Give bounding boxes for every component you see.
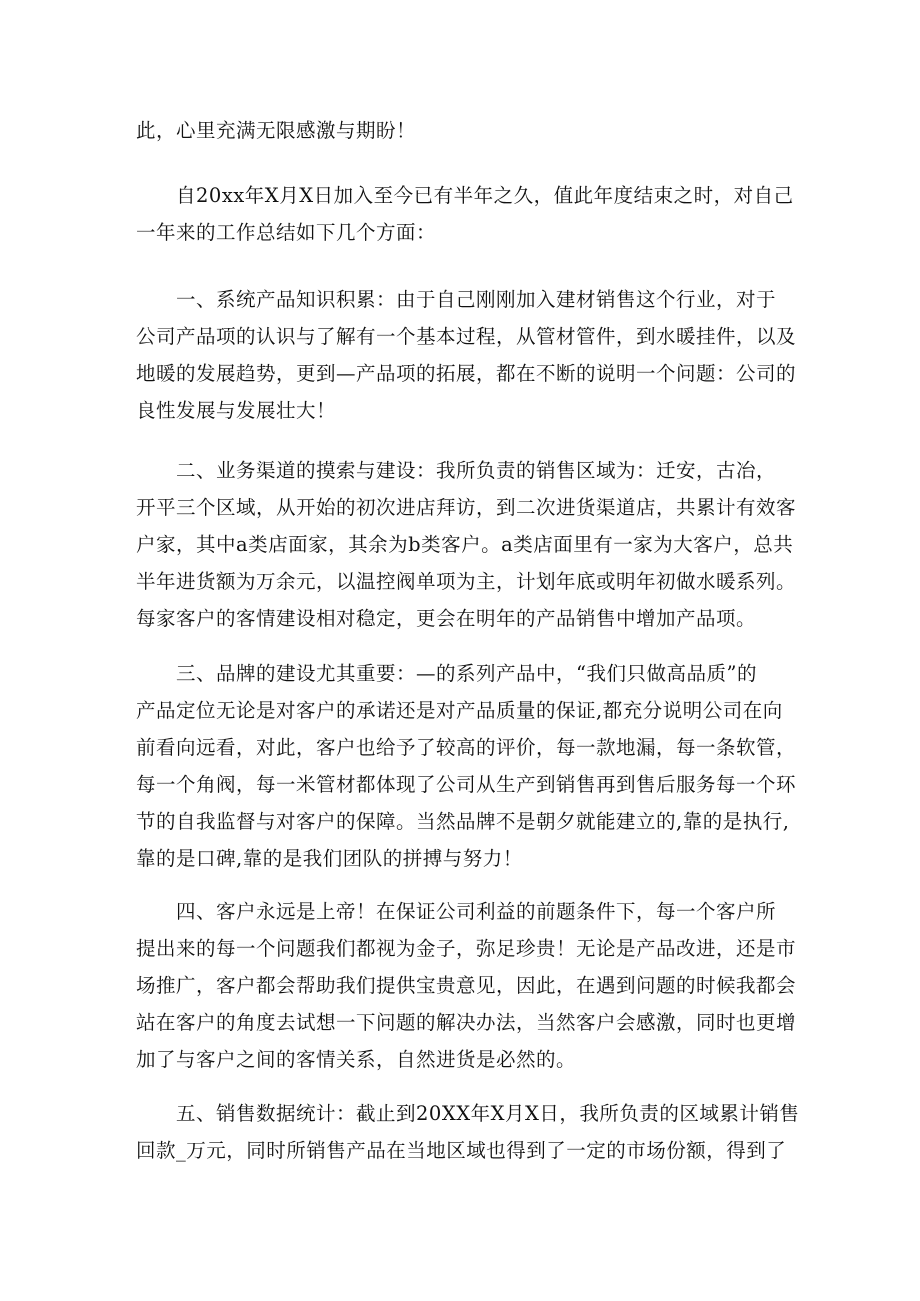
- text-line: 公司产品项的认识与了解有一个基本过程，从管材管件，到水暖挂件，以及: [136, 325, 797, 348]
- paragraph-continuation: [136, 112, 788, 149]
- text-line: 前看向远看，对此，客户也给予了较高的评价，每一款地漏，每一条软管，: [136, 736, 797, 759]
- paragraph-section-3: [136, 655, 797, 877]
- text-line: 回款_万元，同时所销售产品在当地区域也得到了一定的市场份额，得到了: [136, 1139, 787, 1162]
- text-line: 五、销售数据统计：截止到20XX年X月X日，我所负责的区域累计销售: [176, 1102, 800, 1125]
- text-line: 一年来的工作总结如下几个方面：: [136, 221, 437, 244]
- text-line: 站在客户的角度去试想一下问题的解决办法，当然客户会感激，同时也更增: [136, 1011, 797, 1034]
- paragraph-section-5: [136, 1095, 800, 1169]
- paragraph-intro: [136, 177, 794, 251]
- text-line: 每家客户的客情建设相对稳定，更会在明年的产品销售中增加产品项。: [136, 607, 757, 630]
- text-line: 半年进货额为万余元，以温控阀单项为主，计划年底或明年初做水暖系列。: [136, 570, 797, 593]
- text-line: 四、客户永远是上帝！在保证公司利益的前题条件下，每一个客户所: [176, 900, 777, 923]
- paragraph-section-1: [136, 281, 797, 429]
- text-line: 一、系统产品知识积累：由于自己刚刚加入建材销售这个行业，对于: [176, 288, 777, 311]
- text-line: 此，心里充满无限感激与期盼！: [136, 119, 417, 142]
- text-line: 靠的是口碑,靠的是我们团队的拼搏与努力！: [136, 847, 523, 870]
- text-line: 开平三个区域，从开始的初次进店拜访，到二次进货渠道店，共累计有效客: [136, 496, 797, 519]
- paragraph-section-4: [136, 893, 797, 1078]
- paragraph-section-2: [136, 452, 797, 637]
- text-line: 提出来的每一个问题我们都视为金子，弥足珍贵！无论是产品改进，还是市: [136, 937, 797, 960]
- text-line: 户家，其中a类店面家，其余为b类客户。a类店面里有一家为大客户，总共: [136, 533, 794, 556]
- text-line: 二、业务渠道的摸索与建设：我所负责的销售区域为：迁安，古冶，: [176, 459, 777, 482]
- text-line: 地暖的发展趋势，更到—产品项的拓展，都在不断的说明一个问题：公司的: [136, 362, 797, 385]
- text-line: 三、品牌的建设尤其重要：—的系列产品中，“我们只做高品质”的: [176, 662, 757, 685]
- text-line: 加了与客户之间的客情关系，自然进货是必然的。: [136, 1048, 577, 1071]
- text-line: 产品定位无论是对客户的承诺还是对产品质量的保证,都充分说明公司在向: [136, 699, 783, 722]
- text-line: 自20xx年X月X日加入至今已有半年之久，值此年度结束之时，对自己: [176, 184, 794, 207]
- text-line: 节的自我监督与对客户的保障。当然品牌不是朝夕就能建立的,靠的是执行,: [136, 810, 790, 833]
- text-line: 良性发展与发展壮大！: [136, 399, 337, 422]
- text-line: 场推广，客户都会帮助我们提供宝贵意见，因此，在遇到问题的时候我都会: [136, 974, 797, 997]
- text-line: 每一个角阀，每一米管材都体现了公司从生产到销售再到售后服务每一个环: [136, 773, 797, 796]
